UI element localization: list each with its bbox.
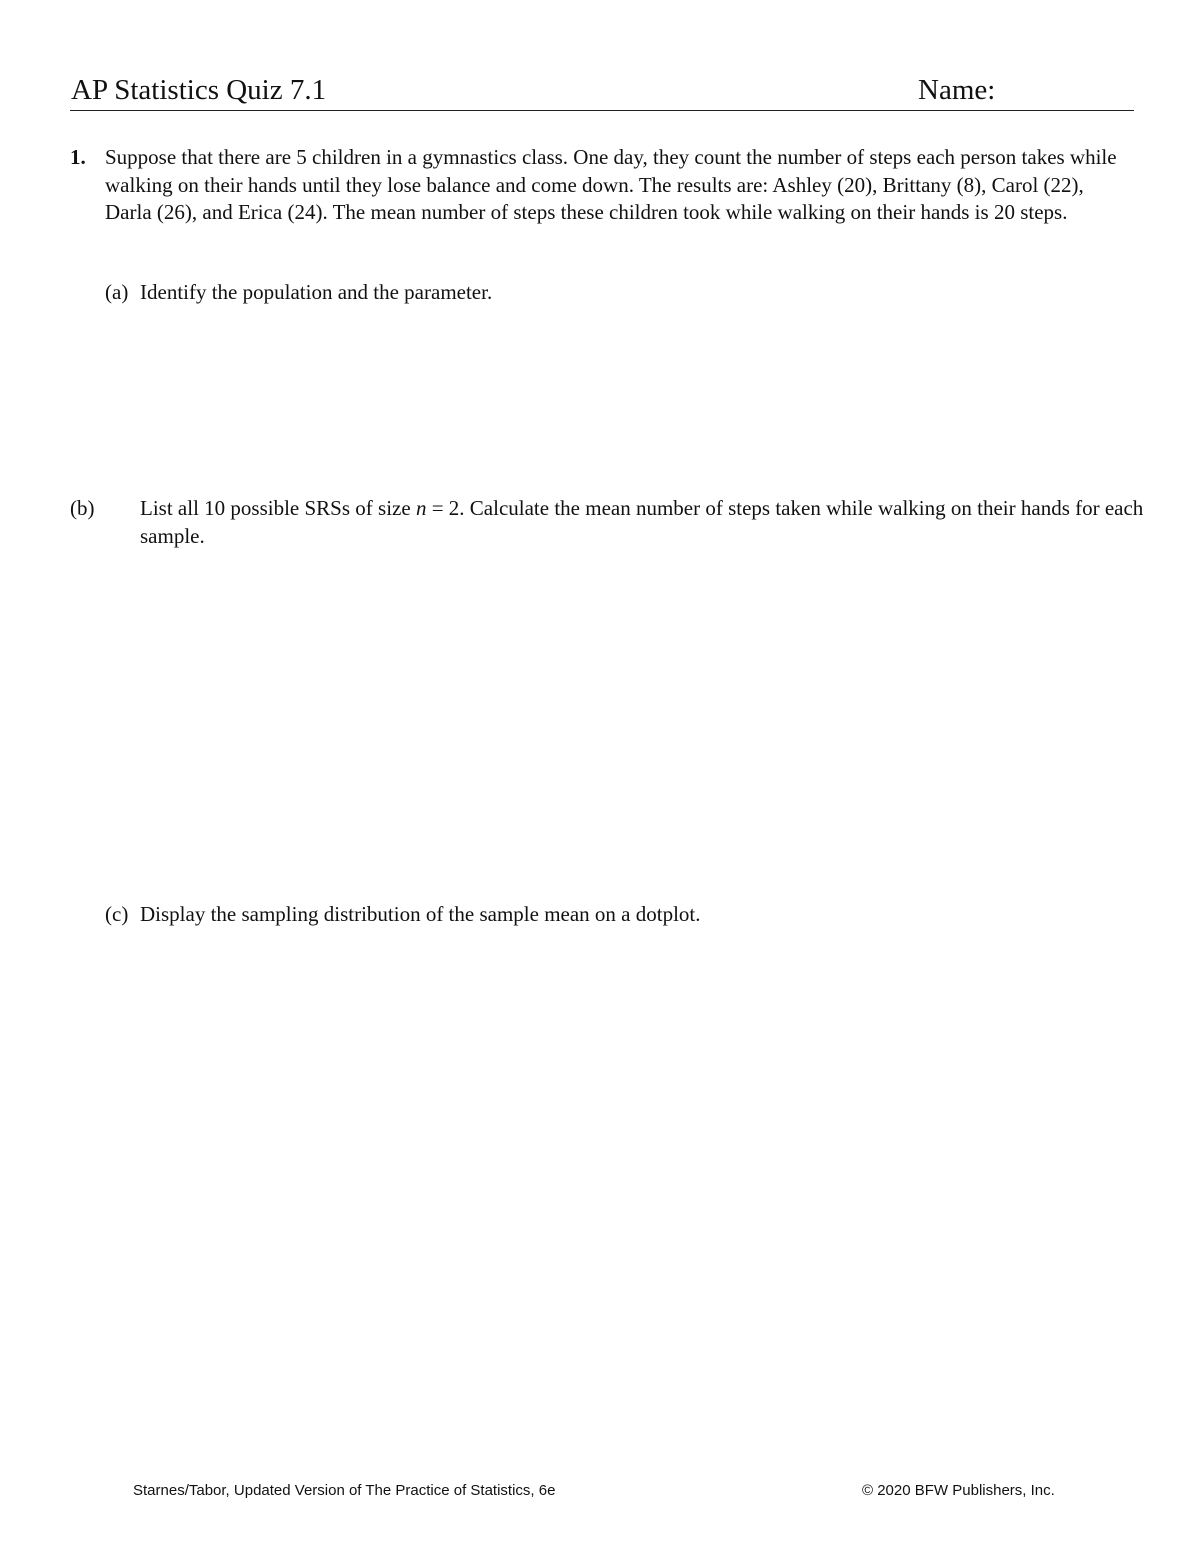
part-a	[105, 279, 1135, 307]
sample-size-variable: n	[415, 496, 427, 520]
part-c-text: Display the sampling distribution of the sample mean on a dotplot.	[140, 902, 701, 926]
question-text: Suppose that there are 5 children in a gymnastics class. One day, they count the number of steps each person takes while walking on their hands until they lose balance and come down. The results are: Ashley (20), Brittany (8), Carol (22), Darla (26), and Erica (24). The mean number of steps these children took while walking on their hands is 20 steps.	[105, 145, 1117, 224]
part-b-text-after: = 2. Calculate the mean number of steps taken while walking on their hands for each sample.	[140, 496, 1144, 548]
quiz-header	[70, 70, 1134, 111]
part-a-label: (a)	[105, 280, 129, 304]
name-label: Name:	[918, 74, 996, 106]
part-b-text-before: List all 10 possible SRSs of size	[140, 496, 416, 520]
footer-source: Starnes/Tabor, Updated Version of The Practice of Statistics, 6e	[133, 1482, 556, 1499]
part-c	[105, 901, 1135, 929]
part-c-label: (c)	[105, 902, 129, 926]
part-b-label: (b)	[70, 496, 95, 520]
footer-copyright: © 2020 BFW Publishers, Inc.	[862, 1482, 1055, 1499]
question-number: 1.	[70, 145, 86, 169]
part-a-text: Identify the population and the parameter.	[140, 280, 493, 304]
part-b	[70, 495, 1170, 550]
quiz-title: AP Statistics Quiz 7.1	[71, 74, 327, 106]
